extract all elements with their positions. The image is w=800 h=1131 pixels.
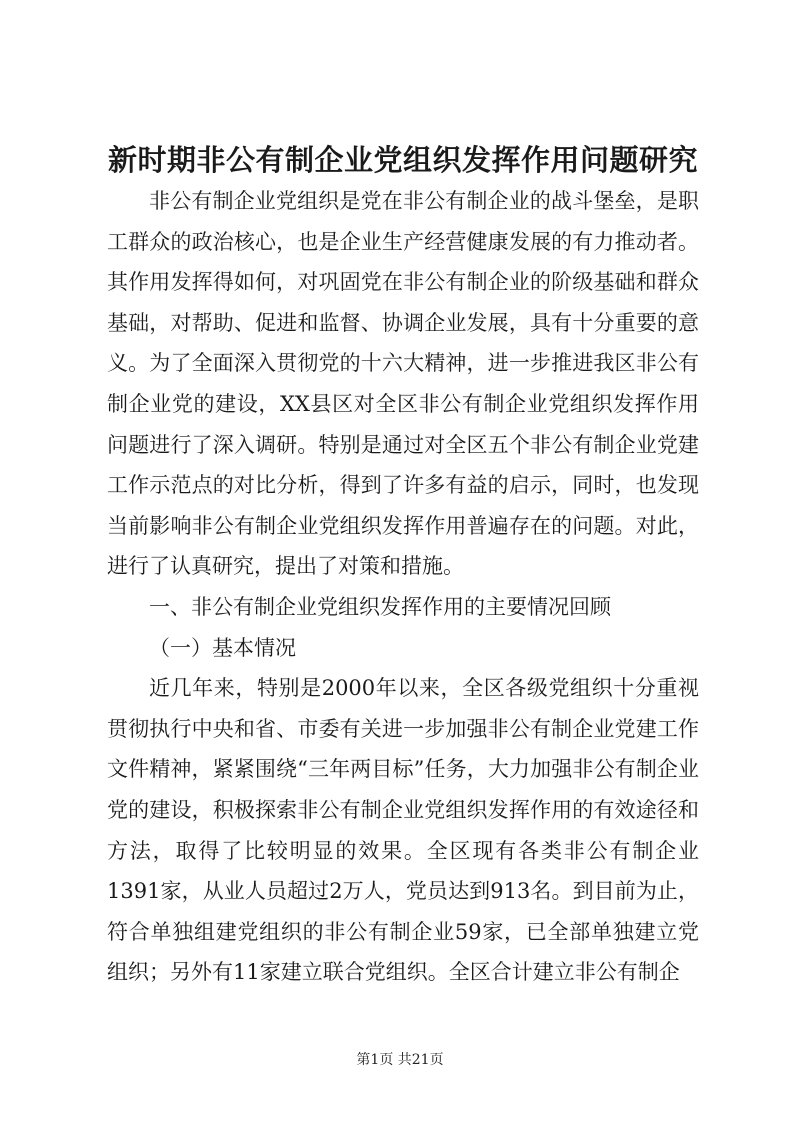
paragraph-intro: 非公有制企业党组织是党在非公有制企业的战斗堡垒，是职工群众的政治核心，也是企业生产经营健康发展的有力推动者。其作用发挥得如何，对巩固党在非公有制企业的阶级基础和群众基础，对帮助、促进和监督、协调企业发展，具有十分重要的意义。为了全面深入贯彻党的十六大精神，进一步推进我区非公有制企业党的建设，XX县区对全区非公有制企业党组织发挥作用问题进行了深入调研。特别是通过对全区五个非公有制企业党建工作示范点的对比分析，得到了许多有益的启示，同时，也发现当前影响非公有制企业党组织发挥作用普遍存在的问题。对此，进行了认真研究，提出了对策和措施。 [107, 189, 699, 579]
section-heading: 一、非公有制企业党组织发挥作用的主要情况回顾 [149, 594, 611, 619]
document-body [107, 181, 699, 993]
page-number-footer: 第1页 共21页 [356, 1052, 444, 1068]
paragraph-basic-situation: 近几年来，特别是2000年以来，全区各级党组织十分重视贯彻执行中央和省、市委有关进一步加强非公有制企业党建工作文件精神，紧紧围绕“三年两目标”任务，大力加强非公有制企业党的建设，积极探索非公有制企业党组织发挥作用的有效途径和方法，取得了比较明显的效果。全区现有各类非公有制企业1391家，从业人员超过2万人，党员达到913名。到目前为止，符合单独组建党组织的非公有制企业59家，已全部单独建立党组织；另外有11家建立联合党组织。全区合计建立非公有制企 [107, 676, 699, 985]
subsection-heading: （一）基本情况 [149, 635, 296, 660]
document-title: 新时期非公有制企业党组织发挥作用问题研究 [108, 143, 699, 177]
